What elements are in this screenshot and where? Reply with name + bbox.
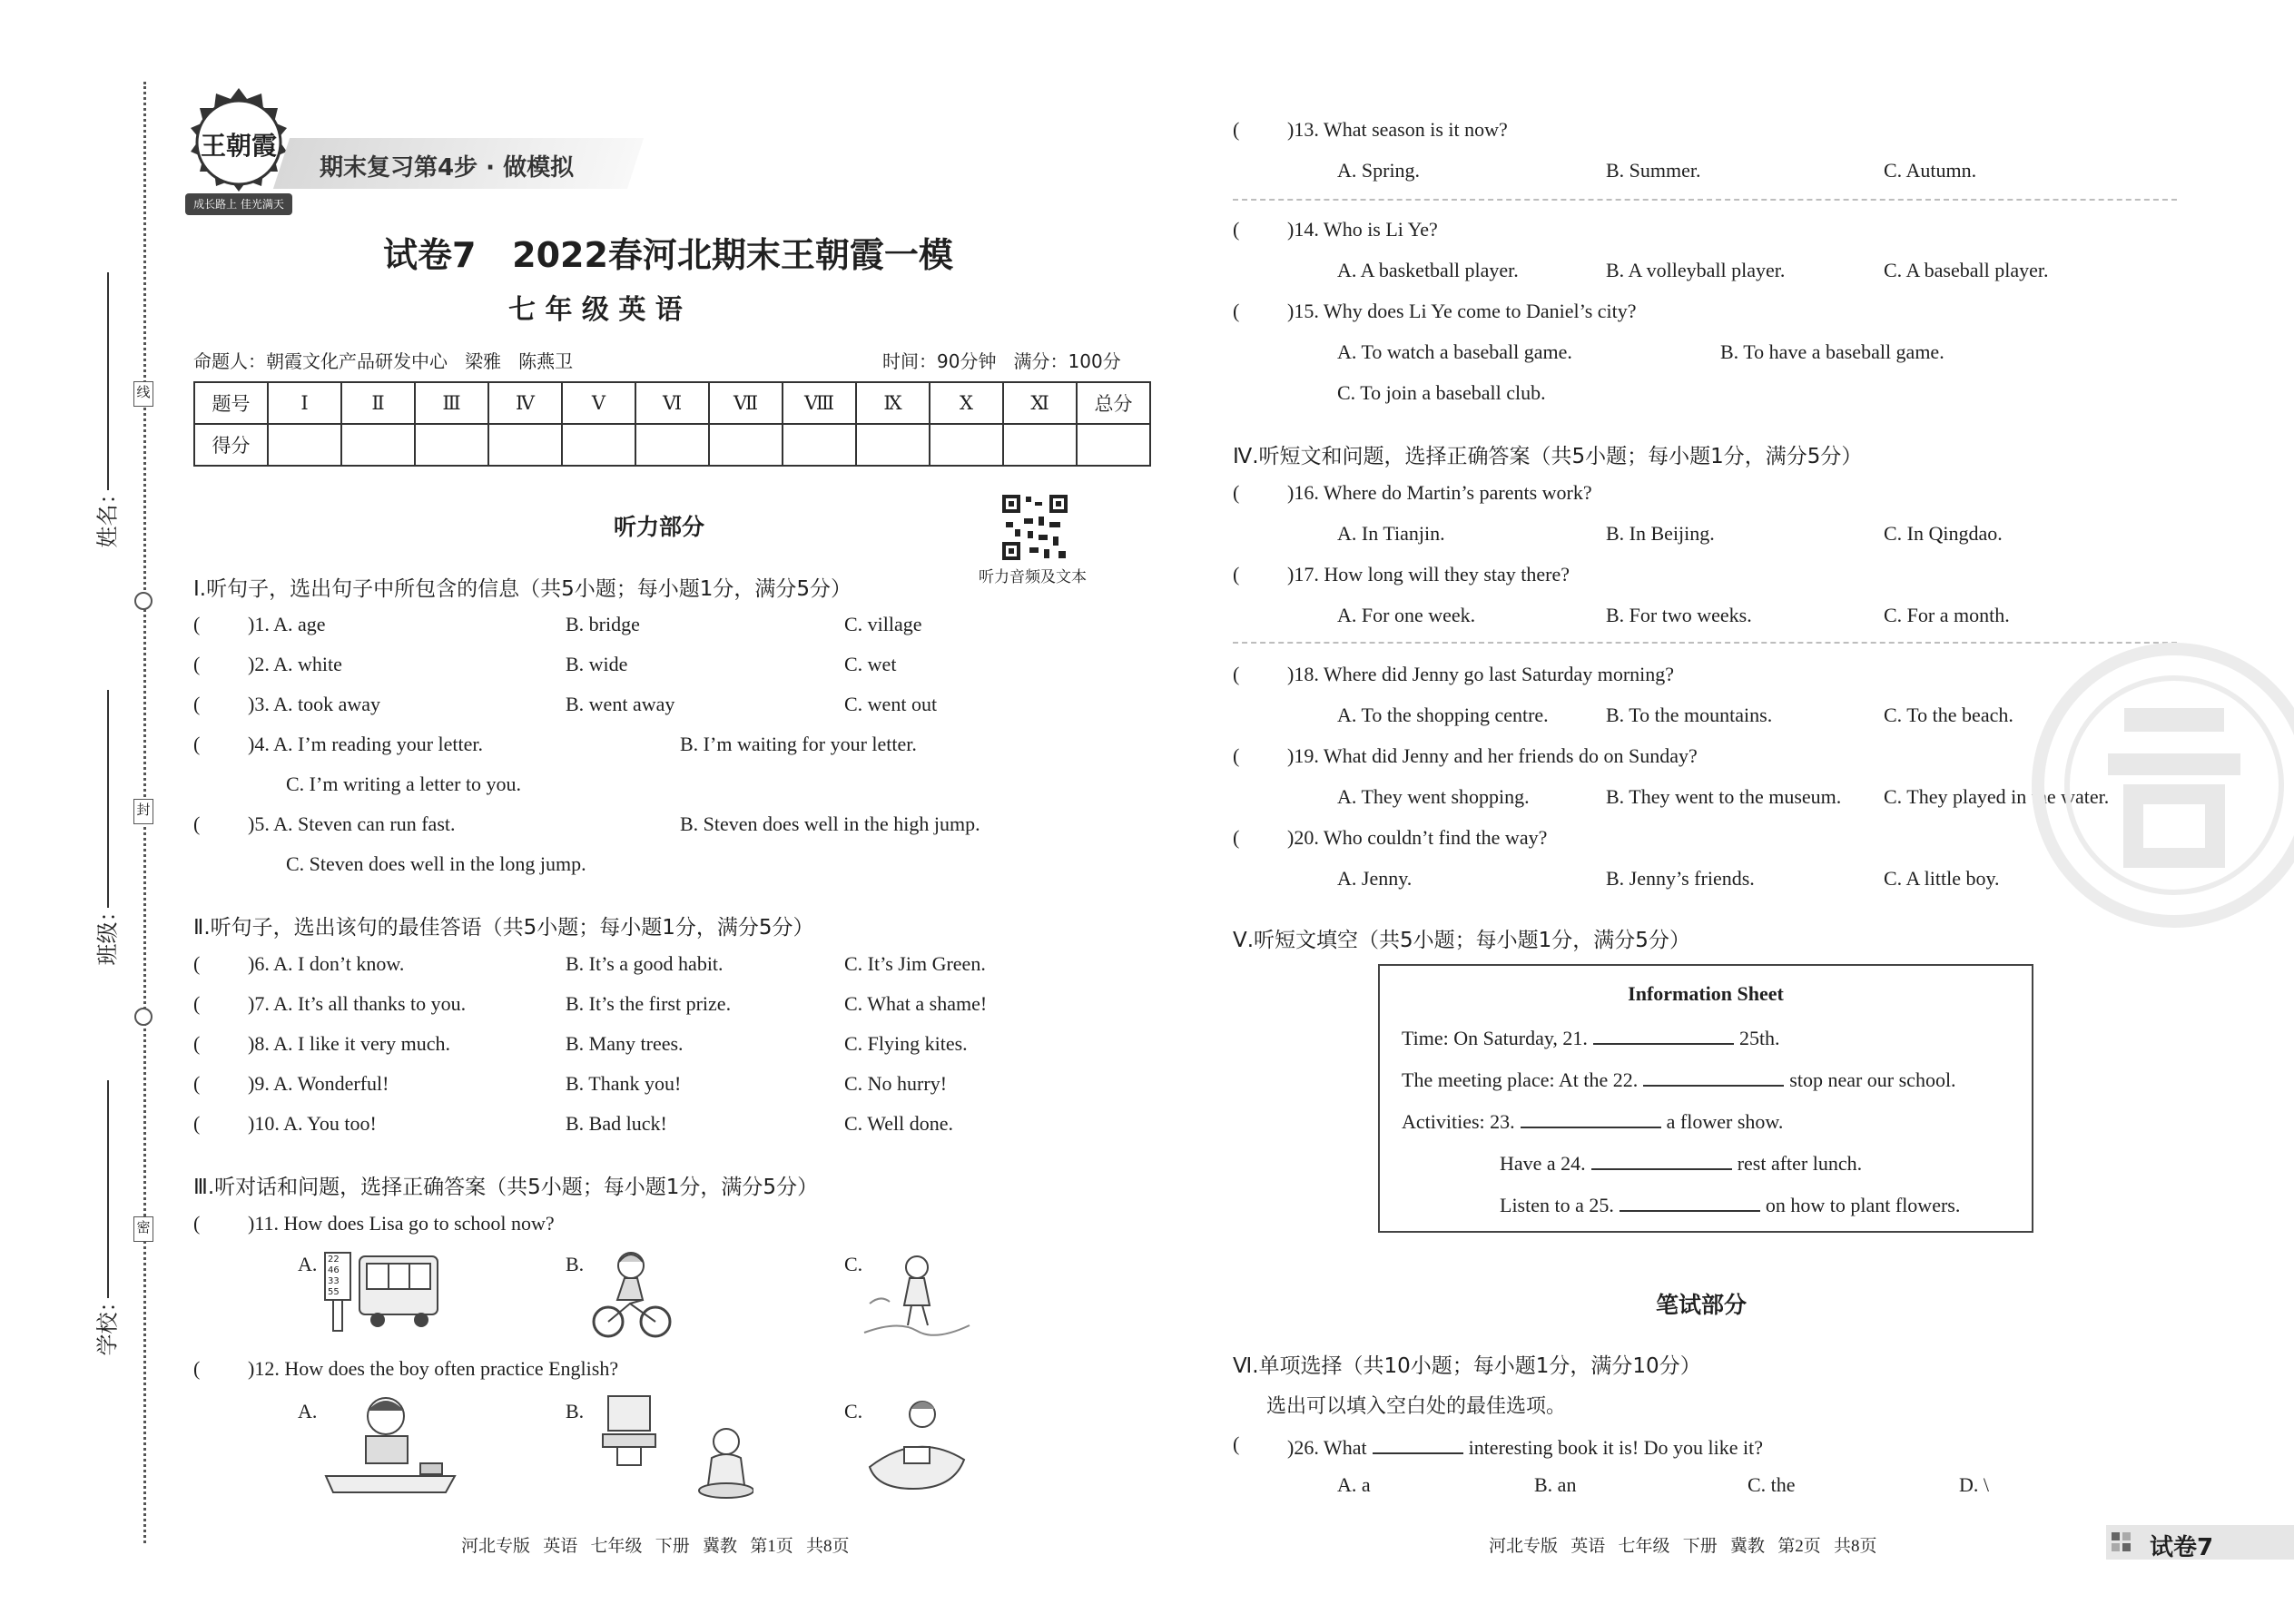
q9-c[interactable]: C. No hurry!	[844, 1072, 948, 1095]
blank-25[interactable]	[1620, 1190, 1760, 1212]
footer-left: 河北专版 英语 七年级 下册 冀教 第1页 共8页	[461, 1537, 850, 1556]
score-cell[interactable]	[341, 424, 415, 466]
logo-subtext: 成长路上 佳光满天	[193, 198, 284, 211]
computer-illustration[interactable]	[590, 1394, 753, 1503]
paren: (	[1233, 663, 1240, 685]
school-field[interactable]	[91, 1080, 127, 1356]
th-10: Ⅹ	[930, 382, 1003, 424]
paren: (	[1233, 1432, 1240, 1455]
banner-text: 期末复习第4步 · 做模拟	[320, 154, 575, 182]
q10-a[interactable]: )10. A. You too!	[248, 1112, 377, 1135]
bus-sign-4: 55	[328, 1287, 340, 1297]
q2-b[interactable]: B. wide	[566, 653, 628, 675]
score-cell[interactable]	[930, 424, 1003, 466]
th-2: Ⅱ	[341, 382, 415, 424]
q13-a[interactable]: A. Spring.	[1337, 159, 1421, 182]
q5-a[interactable]: )5. A. Steven can run fast.	[248, 812, 456, 835]
paren: (	[193, 1072, 201, 1095]
q9-b[interactable]: B. Thank you!	[566, 1072, 682, 1095]
q10-c[interactable]: C. Well done.	[844, 1112, 954, 1135]
q7-b[interactable]: B. It’s the first prize.	[566, 992, 732, 1015]
paren: (	[193, 693, 201, 715]
q4-b[interactable]: B. I’m waiting for your letter.	[680, 733, 917, 755]
q6-c[interactable]: C. It’s Jim Green.	[844, 952, 986, 975]
th-9: Ⅸ	[856, 382, 930, 424]
q13-b[interactable]: B. Summer.	[1606, 159, 1701, 182]
q18-b[interactable]: B. To the mountains.	[1606, 704, 1773, 726]
q12-c-label[interactable]: C.	[844, 1400, 863, 1422]
divider	[1233, 199, 2177, 201]
bus-sign-1: 22	[328, 1255, 340, 1265]
q7-a[interactable]: )7. A. It’s all thanks to you.	[248, 992, 467, 1015]
section-3-title: Ⅲ.听对话和问题，选择正确答案（共5小题；每小题1分，满分5分）	[193, 1176, 819, 1199]
q5-b[interactable]: B. Steven does well in the high jump.	[680, 812, 980, 835]
th-6: Ⅵ	[635, 382, 709, 424]
score-table	[193, 381, 1151, 467]
bus-sign-2: 46	[328, 1265, 340, 1275]
q19-b[interactable]: B. They went to the museum.	[1606, 785, 1842, 808]
q5-c[interactable]: C. Steven does well in the long jump.	[286, 852, 586, 875]
paren: (	[193, 733, 201, 755]
th-5: Ⅴ	[562, 382, 635, 424]
q20-b[interactable]: B. Jenny’s friends.	[1606, 867, 1755, 890]
paren: (	[1233, 118, 1240, 141]
q26-d[interactable]: D. \	[1959, 1473, 1989, 1496]
q6-a[interactable]: )6. A. I don’t know.	[248, 952, 405, 975]
q11-c-label[interactable]: C.	[844, 1253, 863, 1275]
binding-circle-1	[134, 592, 153, 610]
th-8: Ⅷ	[783, 382, 856, 424]
q16-a[interactable]: A. In Tianjin.	[1337, 522, 1445, 545]
section-5-title: Ⅴ.听短文填空（共5小题；每小题1分，满分5分）	[1233, 929, 1690, 952]
paren: (	[1233, 744, 1240, 767]
name-field[interactable]	[91, 272, 127, 548]
blank-22[interactable]	[1643, 1065, 1784, 1087]
section-6-instruction: 选出可以填入空白处的最佳选项。	[1266, 1395, 1567, 1418]
th-label: 题号	[194, 382, 268, 424]
score-cell[interactable]	[562, 424, 635, 466]
th-1: Ⅰ	[268, 382, 341, 424]
info-line-23: Activities: 23. a flower show.	[1402, 1107, 1783, 1134]
q6-b[interactable]: B. It’s a good habit.	[566, 952, 724, 975]
q19-a[interactable]: A. They went shopping.	[1337, 785, 1530, 808]
blank-24[interactable]	[1591, 1148, 1732, 1170]
q15-c[interactable]: C. To join a baseball club.	[1337, 381, 1546, 404]
reading-book-illustration[interactable]	[322, 1394, 458, 1501]
paren: (	[193, 1112, 201, 1135]
score-cell[interactable]	[415, 424, 488, 466]
paren: (	[1233, 826, 1240, 849]
th-11: Ⅺ	[1003, 382, 1077, 424]
information-sheet	[1378, 964, 2033, 1233]
section-6-title: Ⅵ.单项选择（共10小题；每小题1分，满分10分）	[1233, 1354, 1701, 1378]
q15-a[interactable]: A. To watch a baseball game.	[1337, 340, 1572, 363]
q12-b-label[interactable]: B.	[566, 1400, 585, 1422]
lying-reading-illustration[interactable]	[862, 1394, 971, 1496]
listening-heading: 听力部分	[614, 514, 705, 540]
q26-b[interactable]: B. an	[1534, 1473, 1577, 1496]
q11-b-label[interactable]: B.	[566, 1253, 585, 1275]
q15-b[interactable]: B. To have a baseball game.	[1720, 340, 1944, 363]
score-cell[interactable]	[1077, 424, 1150, 466]
paren: (	[1233, 563, 1240, 586]
writing-heading: 笔试部分	[1656, 1292, 1748, 1318]
th-total: 总分	[1077, 382, 1150, 424]
binding-circle-2	[134, 1008, 153, 1026]
q1-b[interactable]: B. bridge	[566, 613, 640, 635]
q16-b[interactable]: B. In Beijing.	[1606, 522, 1715, 545]
blank-21[interactable]	[1593, 1023, 1734, 1045]
q10-b[interactable]: B. Bad luck!	[566, 1112, 667, 1135]
bike-illustration[interactable]	[590, 1249, 672, 1340]
time-score: 时间：90分钟 满分：100分	[882, 350, 1121, 372]
q4-a[interactable]: )4. A. I’m reading your letter.	[248, 733, 484, 755]
q11-a-label[interactable]: A.	[298, 1253, 318, 1275]
q1-a[interactable]: )1. A. age	[248, 613, 326, 635]
score-cell[interactable]	[709, 424, 783, 466]
info-line-22: The meeting place: At the 22. stop near our school.	[1402, 1065, 1956, 1092]
walking-illustration[interactable]	[862, 1249, 971, 1340]
school-label: 学校：	[94, 1290, 121, 1356]
q18-a[interactable]: A. To the shopping centre.	[1337, 704, 1549, 726]
q17-stem: )17. How long will they stay there?	[1287, 563, 1570, 586]
paren: (	[193, 952, 201, 975]
info-line-25: Listen to a 25. on how to plant flowers.	[1500, 1190, 1960, 1217]
logo-text: 王朝霞	[200, 131, 277, 161]
secret-seal-watermark	[2024, 635, 2294, 935]
q20-a[interactable]: A. Jenny.	[1337, 867, 1413, 890]
q26-a[interactable]: A. a	[1337, 1473, 1371, 1496]
authors: 命题人：朝霞文化产品研发中心 梁雅 陈燕卫	[193, 350, 574, 372]
score-cell[interactable]	[783, 424, 856, 466]
q12-a-label[interactable]: A.	[298, 1400, 318, 1422]
q26-c[interactable]: C. the	[1748, 1473, 1796, 1496]
q13-c[interactable]: C. Autumn.	[1884, 159, 1977, 182]
qr-code[interactable]	[1002, 495, 1068, 560]
th-3: Ⅲ	[415, 382, 488, 424]
seal-mi: 密	[133, 1216, 153, 1242]
paren: (	[1233, 300, 1240, 322]
q8-c[interactable]: C. Flying kites.	[844, 1032, 968, 1055]
paper-title: 试卷7 2022春河北期末王朝霞一模	[383, 235, 953, 275]
seal-feng: 封	[133, 799, 153, 824]
score-cell[interactable]	[268, 424, 341, 466]
q12-stem: )12. How does the boy often practice English?	[248, 1357, 619, 1380]
q14-c[interactable]: C. A baseball player.	[1884, 259, 2049, 281]
q15-stem: )15. Why does Li Ye come to Daniel’s city?	[1287, 300, 1637, 322]
brand-logo	[180, 86, 298, 221]
q3-b[interactable]: B. went away	[566, 693, 675, 715]
q17-a[interactable]: A. For one week.	[1337, 604, 1476, 626]
q2-a[interactable]: )2. A. white	[248, 653, 342, 675]
q7-c[interactable]: C. What a shame!	[844, 992, 988, 1015]
qr-caption: 听力音频及文本	[979, 568, 1087, 586]
score-cell[interactable]	[856, 424, 930, 466]
section-4-title: Ⅳ.听短文和问题，选择正确答案（共5小题；每小题1分，满分5分）	[1233, 445, 1863, 468]
footer-tab-label: 试卷7	[2150, 1534, 2214, 1561]
q17-b[interactable]: B. For two weeks.	[1606, 604, 1752, 626]
th-4: Ⅳ	[488, 382, 562, 424]
q8-a[interactable]: )8. A. I like it very much.	[248, 1032, 451, 1055]
paren: (	[193, 1032, 201, 1055]
score-cell[interactable]	[1003, 424, 1077, 466]
q1-c[interactable]: C. village	[844, 613, 922, 635]
bus-sign-3: 33	[328, 1276, 340, 1286]
class-label: 班级：	[94, 900, 121, 966]
q16-stem: )16. Where do Martin’s parents work?	[1287, 481, 1592, 504]
paper-subtitle: 七 年 级 英 语	[508, 294, 683, 326]
q18-stem: )18. Where did Jenny go last Saturday morning?	[1287, 663, 1675, 685]
paren: (	[193, 1357, 201, 1380]
q8-b[interactable]: B. Many trees.	[566, 1032, 684, 1055]
blank-23[interactable]	[1521, 1107, 1661, 1128]
score-label: 得分	[194, 424, 268, 466]
q14-a[interactable]: A. A basketball player.	[1337, 259, 1519, 281]
q18-c[interactable]: C. To the beach.	[1884, 704, 2013, 726]
footer-tab-pattern-icon	[2112, 1532, 2132, 1552]
q11-stem: )11. How does Lisa go to school now?	[248, 1212, 555, 1235]
info-sheet-title: Information Sheet	[1628, 982, 1784, 1005]
score-cell[interactable]	[488, 424, 562, 466]
q3-a[interactable]: )3. A. took away	[248, 693, 381, 715]
score-cell[interactable]	[635, 424, 709, 466]
info-line-21: Time: On Saturday, 21. 25th.	[1402, 1023, 1780, 1050]
q9-a[interactable]: )9. A. Wonderful!	[248, 1072, 389, 1095]
q19-c[interactable]: C. They played in the water.	[1884, 785, 2110, 808]
paren: (	[193, 812, 201, 835]
info-line-24: Have a 24. rest after lunch.	[1500, 1148, 1862, 1176]
paren: (	[193, 613, 201, 635]
section-1-title: Ⅰ.听句子，选出句子中所包含的信息（共5小题；每小题1分，满分5分）	[193, 577, 852, 601]
th-7: Ⅶ	[709, 382, 783, 424]
paren: (	[1233, 218, 1240, 241]
q14-stem: )14. Who is Li Ye?	[1287, 218, 1438, 241]
q20-c[interactable]: C. A little boy.	[1884, 867, 2000, 890]
paren: (	[193, 1212, 201, 1235]
seal-xian: 线	[133, 381, 153, 407]
q17-c[interactable]: C. For a month.	[1884, 604, 2010, 626]
blank-26[interactable]	[1373, 1432, 1463, 1454]
q4-c[interactable]: C. I’m writing a letter to you.	[286, 773, 522, 795]
section-2-title: Ⅱ.听句子，选出该句的最佳答语（共5小题；每小题1分，满分5分）	[193, 916, 814, 940]
q13-stem: )13. What season is it now?	[1287, 118, 1508, 141]
paren: (	[193, 653, 201, 675]
q19-stem: )19. What did Jenny and her friends do on Sunday?	[1287, 744, 1698, 767]
bus-stop-illustration[interactable]	[323, 1249, 441, 1335]
class-field[interactable]	[91, 690, 127, 966]
name-label: 姓名：	[94, 482, 121, 548]
footer-right: 河北专版 英语 七年级 下册 冀教 第2页 共8页	[1489, 1537, 1877, 1556]
q14-b[interactable]: B. A volleyball player.	[1606, 259, 1786, 281]
paren: (	[1233, 481, 1240, 504]
q16-c[interactable]: C. In Qingdao.	[1884, 522, 2003, 545]
q3-c[interactable]: C. went out	[844, 693, 938, 715]
q26-stem: )26. What interesting book it is! Do you like it?	[1287, 1432, 1763, 1460]
paren: (	[193, 992, 201, 1015]
q2-c[interactable]: C. wet	[844, 653, 897, 675]
q20-stem: )20. Who couldn’t find the way?	[1287, 826, 1548, 849]
